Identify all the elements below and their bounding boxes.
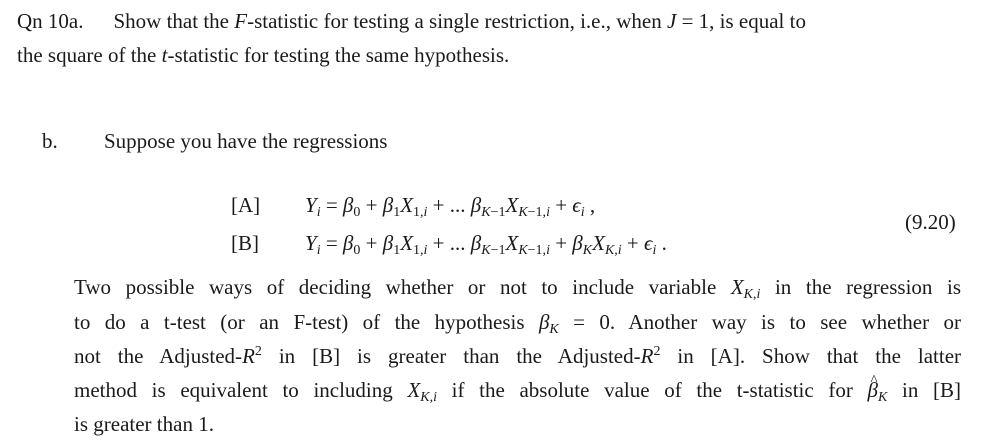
part-b-label: b. — [42, 129, 58, 153]
paragraph-line-4: method is equivalent to including $X_{K,i}$ if the absolute value of the t-statistic for ^ $\beta_K$ in [B] — [74, 377, 961, 403]
question-label: Qn 10a. — [17, 9, 84, 33]
equation-b: $Y_i = \beta_0 + \beta_1X_{1,i}$ + ... $\beta_{K-1}X_{K-1,i} + \beta_KX_{K,i} + \epsilon_i$ . — [305, 231, 667, 258]
question-part-a-line-2: the square of the t-statistic for testing the same hypothesis. — [17, 43, 510, 67]
equation-a: $Y_i = \beta_0 + \beta_1X_{1,i}$ + ... $\beta_{K-1}X_{K-1,i} + \epsilon_i$ , — [305, 193, 596, 220]
paragraph-line-1: Two possible ways of deciding whether or not to include variable $X_{K,i}$ in the regression is — [74, 275, 961, 302]
equation-a-tag: [A] — [231, 193, 261, 217]
paragraph-line-5: is greater than 1. — [74, 412, 214, 436]
paragraph-line-3: not the Adjusted-$R^2$ in [B] is greater than the Adjusted-$R^2$ in [A]. Show that the latter — [74, 344, 962, 368]
equation-number: (9.20) — [905, 210, 956, 234]
question-part-a-line-1: Qn 10a. Show that the F-statistic for testing a single restriction, i.e., when J = 1, is equal to — [17, 9, 806, 33]
equation-b-tag: [B] — [231, 231, 259, 255]
paragraph-line-2: to do a t-test (or an F-test) of the hypothesis $\beta_K = 0$. Another way is to see whether or — [74, 310, 962, 337]
part-b-intro: Suppose you have the regressions — [104, 129, 388, 153]
